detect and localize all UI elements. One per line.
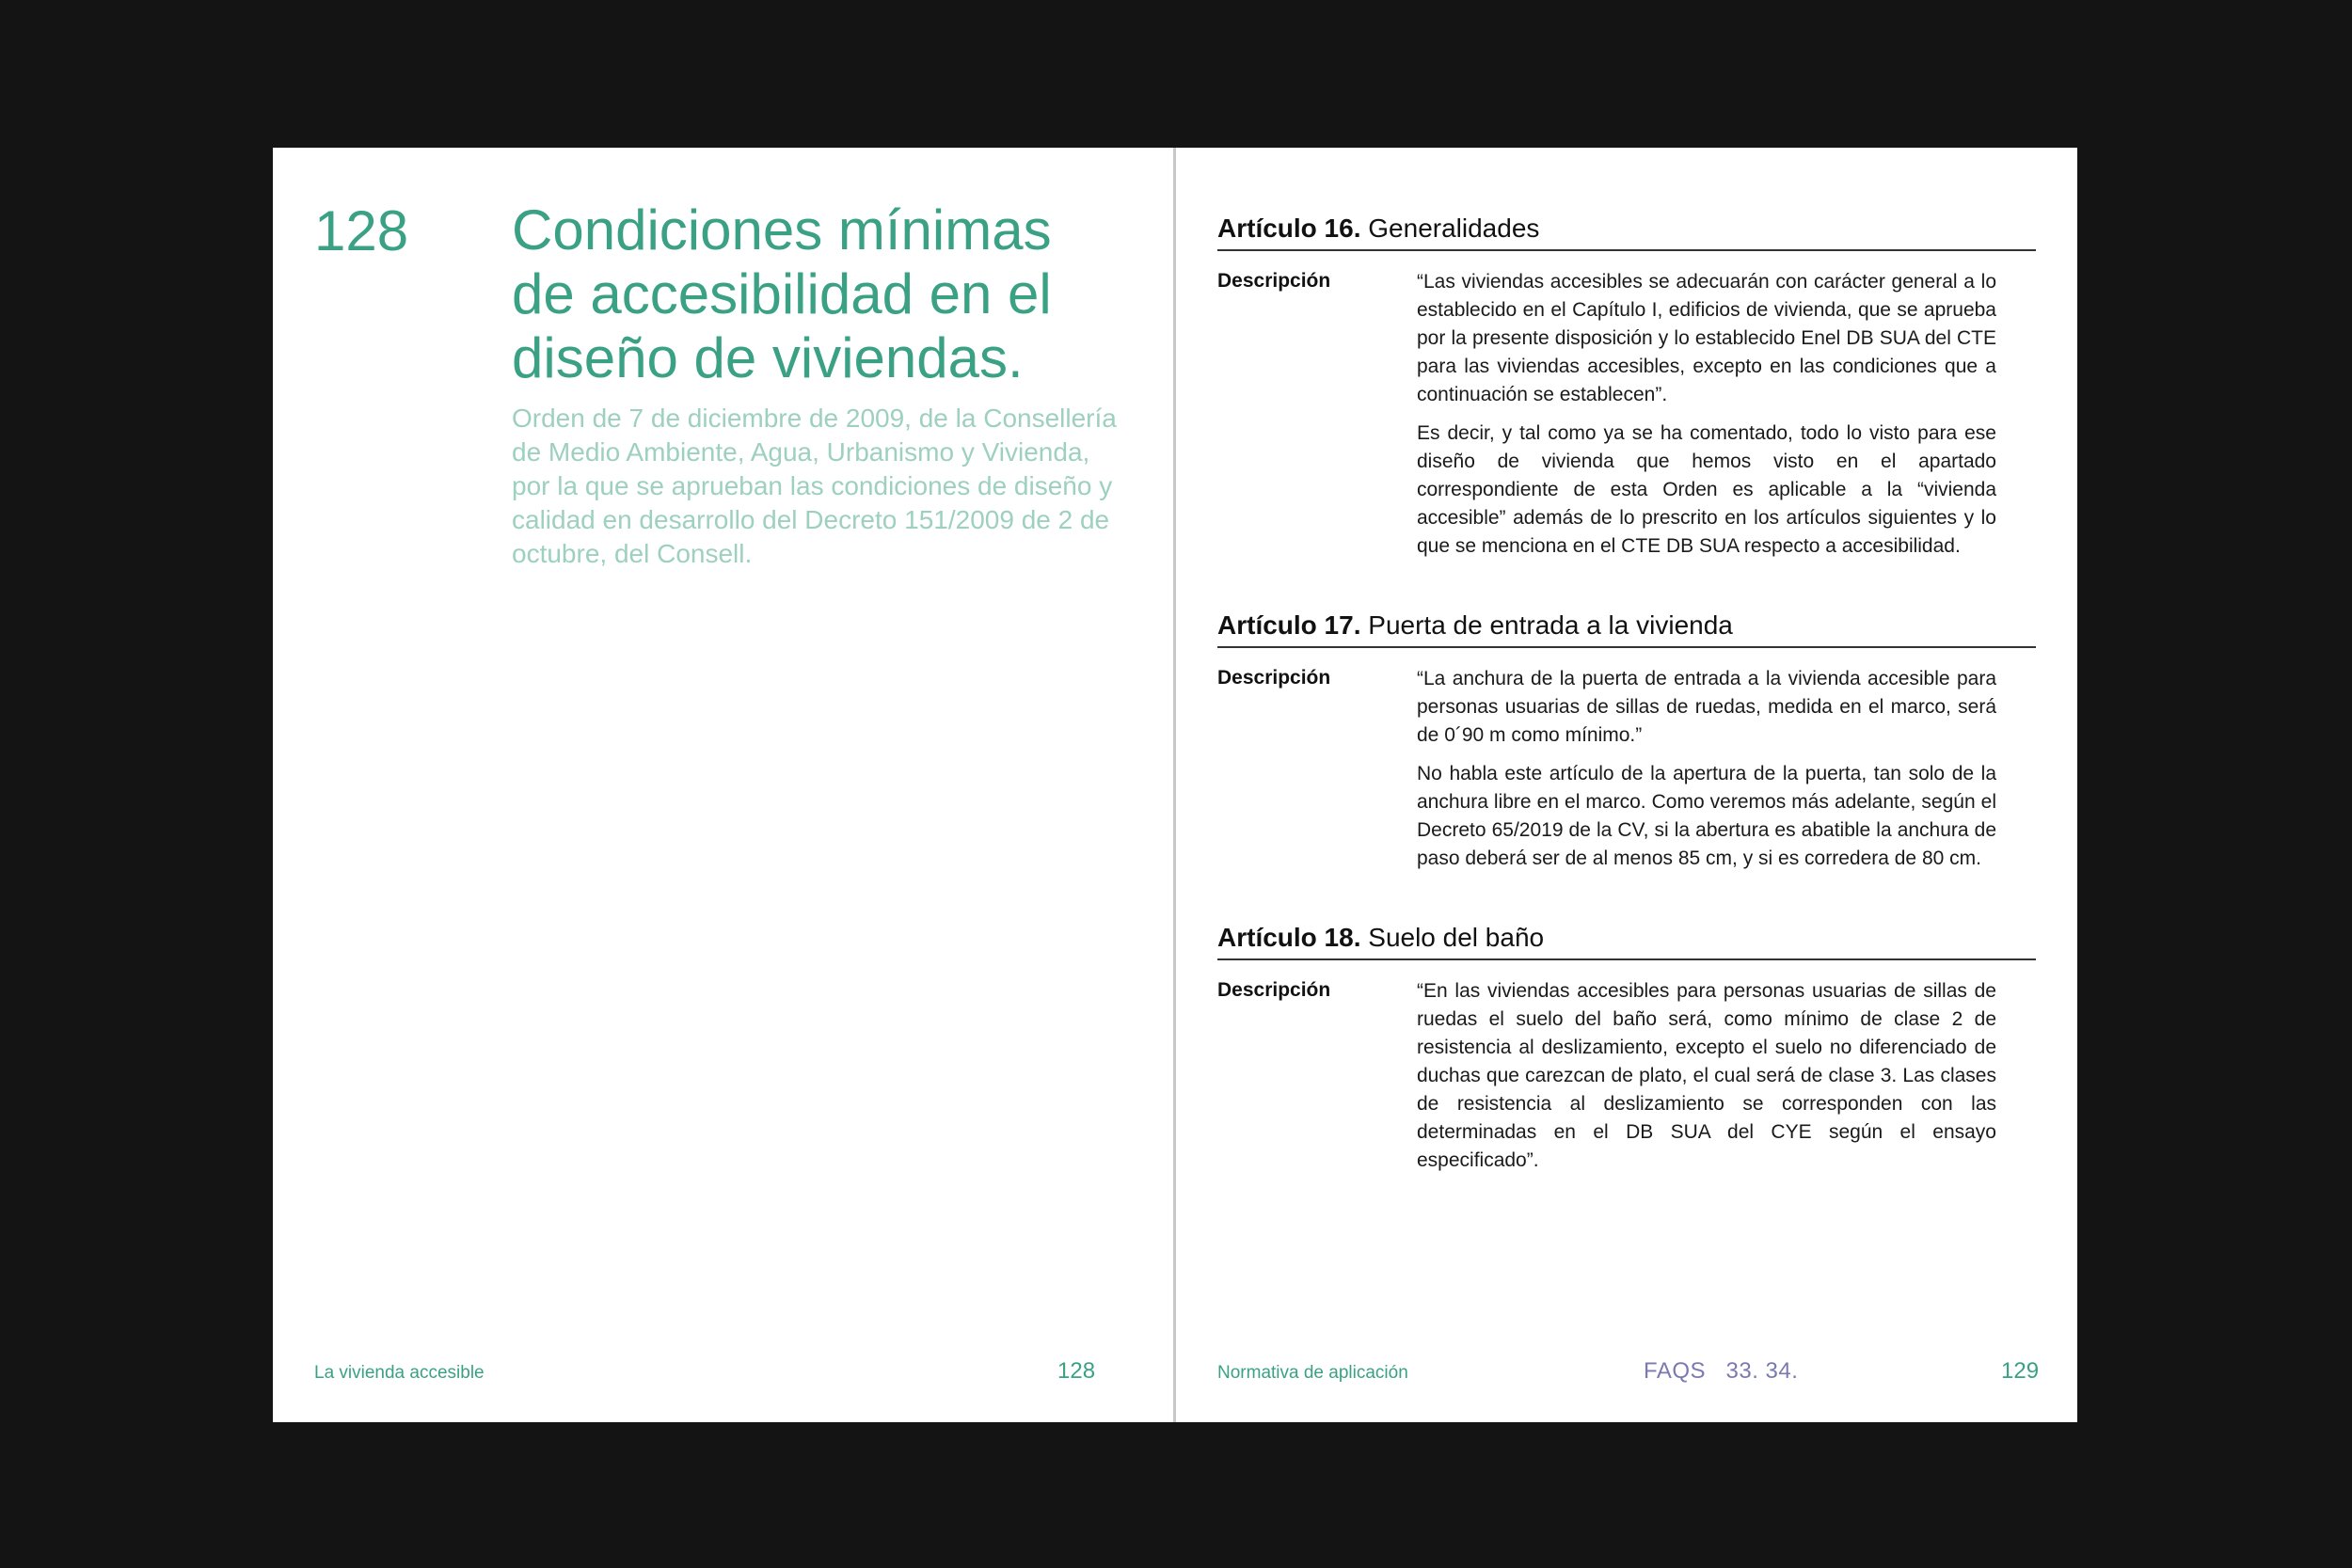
chapter-number: 128 xyxy=(314,199,409,262)
description-text xyxy=(1417,268,1996,561)
paragraph: No habla este artículo de la apertura de la puerta, tan solo de la anchura libre en el marco. Como veremos más adelante, según el Decreto 65/2019 de la CV, si la abertura es abatible la anchura de paso deberá ser de al menos 85 cm, y si es corredera de 80 cm. xyxy=(1417,763,1996,869)
paragraph: Es decir, y tal como ya se ha comentado, todo lo visto para ese diseño de vivienda que hemos visto en el apartado correspondiente de esta Orden es aplicable a la “vivienda accesible” además de lo prescrito en los artículos siguientes y lo que se menciona en el CTE DB SUA respecto a accesibilidad. xyxy=(1417,422,1996,557)
book-spread xyxy=(273,148,2077,1422)
footer-page-number: 129 xyxy=(2001,1358,2040,1384)
article-body xyxy=(1217,665,2036,873)
paragraph: “Las viviendas accesibles se adecuarán con carácter general a lo establecido en el Capítulo I, edificios de vivienda, que se aprueba por la presente disposición y lo establecido Enel DB SUA del CTE para las viviendas accesibles, excepto en las condiciones que a continuación se establecen”. xyxy=(1417,271,1996,405)
article-title: Puerta de entrada a la vivienda xyxy=(1368,610,1733,640)
article-16 xyxy=(1217,212,2036,571)
footer-section-title: La vivienda accesible xyxy=(314,1363,485,1383)
article-heading xyxy=(1217,609,2036,648)
left-page xyxy=(273,148,1173,1422)
description-label: Descripción xyxy=(1217,667,1331,689)
article-number: Artículo 18. xyxy=(1217,923,1361,952)
description-label: Descripción xyxy=(1217,979,1331,1001)
article-number: Artículo 16. xyxy=(1217,214,1361,243)
chapter-title: Condiciones mínimas de accesibilidad en el diseño de viviendas. xyxy=(512,198,1052,389)
right-page xyxy=(1176,148,2077,1422)
description-label: Descripción xyxy=(1217,270,1331,292)
description-text xyxy=(1417,665,1996,873)
article-heading xyxy=(1217,921,2036,960)
article-title: Suelo del baño xyxy=(1368,923,1545,952)
article-18 xyxy=(1217,921,2036,1185)
article-title: Generalidades xyxy=(1368,214,1540,243)
article-heading xyxy=(1217,212,2036,251)
article-number: Artículo 17. xyxy=(1217,610,1361,640)
article-body xyxy=(1217,977,2036,1175)
article-17 xyxy=(1217,609,2036,883)
chapter-subtitle: Orden de 7 de diciembre de 2009, de la Consellería de Medio Ambiente, Agua, Urbanismo y Vivienda, por la que se aprueban las condiciones de diseño y calidad en desarrollo del Decreto 151/2009 de 2 de octubre, del Consell. xyxy=(512,404,1117,568)
description-text xyxy=(1417,977,1996,1175)
article-body xyxy=(1217,268,2036,561)
paragraph: “En las viviendas accesibles para personas usuarias de sillas de ruedas el suelo del baño será, como mínimo de clase 2 de resistencia al deslizamiento, excepto el suelo no diferenciado de duchas que carezcan de plato, el cual será de clase 3. Las clases de resistencia al deslizamiento se corresponden con las determinadas en el DB SUA del CYE según el ensayo especificado”. xyxy=(1417,980,1996,1171)
footer-page-number: 128 xyxy=(1057,1358,1096,1384)
footer-faqs-reference: FAQS 33. 34. xyxy=(1644,1358,1799,1384)
paragraph: “La anchura de la puerta de entrada a la vivienda accesible para personas usuarias de sillas de ruedas, medida en el marco, será de 0´90 m como mínimo.” xyxy=(1417,668,1996,746)
footer-section-title: Normativa de aplicación xyxy=(1217,1363,1408,1383)
